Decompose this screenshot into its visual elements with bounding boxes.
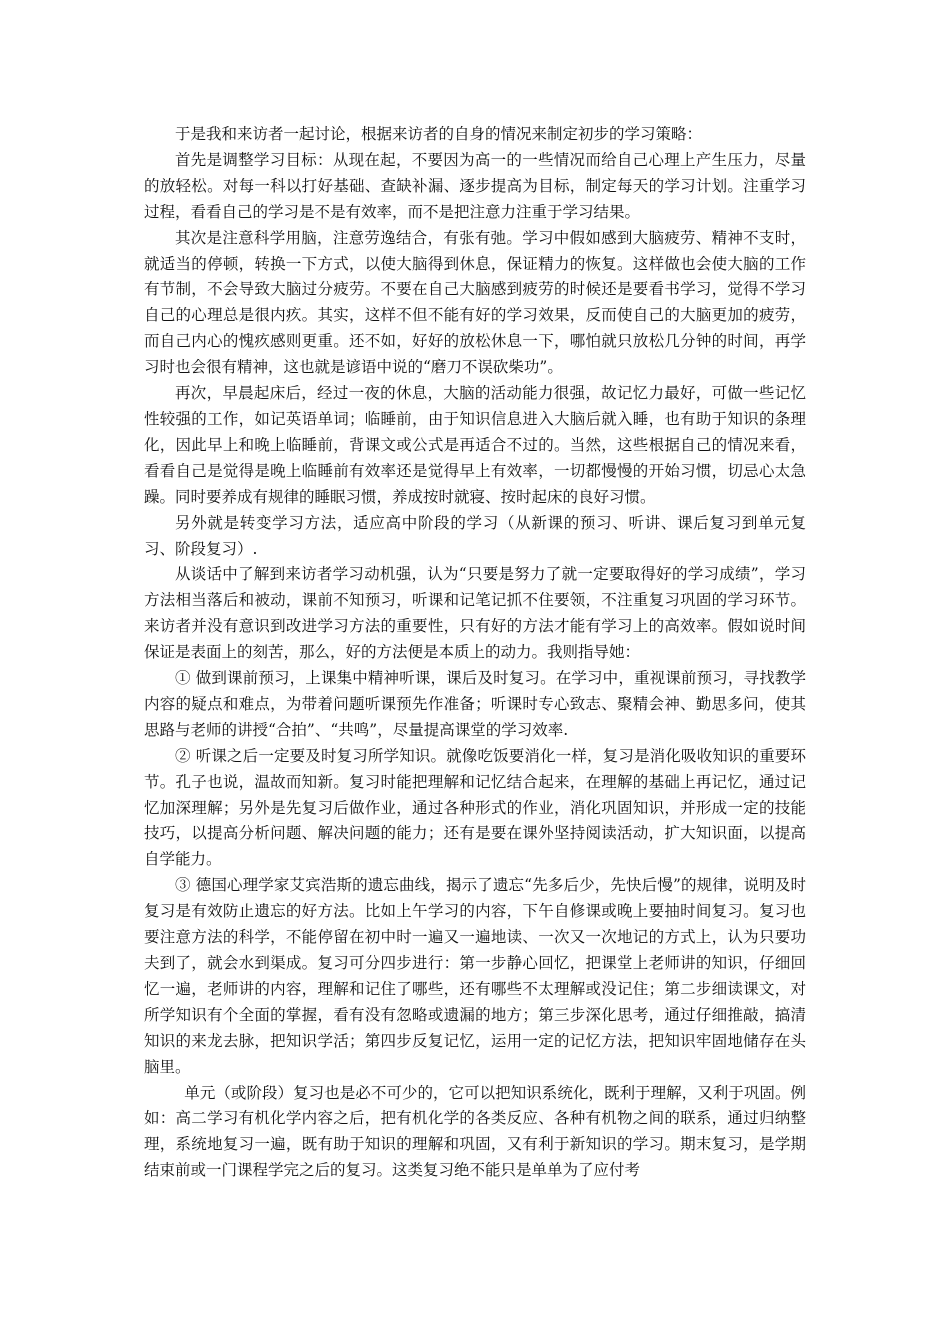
paragraph-item-review: ② 听课之后一定要及时复习所学知识。就像吃饭要消化一样，复习是消化吸收知识的重要环节。孔子也说，温故而知新。复习时能把理解和记忆结合起来，在理解的基础上再记忆，通过记忆加深理解；另外是先复习后做作业，通过各种形式的作业，消化巩固知识，并形成一定的技能技巧，以提高分析问题、解决问题的能力；还有是要在课外坚持阅读活动，扩大知识面，以提高自学能力。 — [144, 746, 806, 869]
paragraph-change-study-method: 另外就是转变学习方法，适应高中阶段的学习（从新课的预习、听讲、课后复习到单元复习、阶段复习）. — [144, 513, 806, 558]
paragraph-item-preview: ① 做到课前预习，上课集中精神听课，课后及时复习。在学习中，重视课前预习，寻找教学内容的疑点和难点，为带着问题听课预先作准备；听课时专心致志、聚精会神、勤思多问，使其思路与老师的讲授“合拍”、“共鸣”，尽量提高课堂的学习效率. — [144, 669, 806, 739]
paragraph-item-forgetting-curve: ③ 德国心理学家艾宾浩斯的遗忘曲线，揭示了遗忘“先多后少，先快后慢”的规律，说明及时复习是有效防止遗忘的好方法。比如上午学习的内容，下午自修课或晚上要抽时间复习。复习也要注意方法的科学，不能停留在初中时一遍又一遍地读、一次又一次地记的方式上，认为只要功夫到了，就会水到渠成。复习可分四步进行：第一步静心回忆，把课堂上老师讲的知识，仔细回忆一遍，老师讲的内容，理解和记住了哪些，还有哪些不太理解或没记住；第二步细读课文，对所学知识有个全面的掌握，看有没有忽略或遗漏的地方；第三步深化思考，通过仔细推敲，搞清知识的来龙去脉，把知识学活；第四步反复记忆，运用一定的记忆方法，把知识牢固地储存在头脑里。 — [144, 876, 806, 1076]
paragraph-adjust-goals: 首先是调整学习目标：从现在起，不要因为高一的一些情况而给自己心理上产生压力，尽量的放轻松。对每一科以打好基础、查缺补漏、逐步提高为目标，制定每天的学习计划。注重学习过程，看看自己的学习是不是有效率，而不是把注意力注重于学习结果。 — [144, 150, 806, 221]
paragraph-conversation-findings: 从谈话中了解到来访者学习动机强，认为“只要是努力了就一定要取得好的学习成绩”，学习方法相当落后和被动，课前不知预习，听课和记笔记抓不住要领，不注重复习巩固的学习环节。来访者并没有意识到改进学习方法的重要性，只有好的方法才能有学习上的高效率。假如说时间保证是表面上的刻苦，那么，好的方法便是本质上的动力。我则指导她： — [144, 565, 806, 662]
paragraph-morning-evening-memory: 再次，早晨起床后，经过一夜的休息，大脑的活动能力很强，故记忆力最好，可做一些记忆性较强的工作，如记英语单词；临睡前，由于知识信息进入大脑后就入睡，也有助于知识的条理化，因此早上和晚上临睡前，背课文或公式是再适合不过的。当然，这些根据自己的情况来看，看看自己是觉得是晚上临睡前有效率还是觉得早上有效率，一切都慢慢的开始习惯，切忌心太急躁。同时要养成有规律的睡眠习惯，养成按时就寝、按时起床的良好习惯。 — [144, 384, 806, 506]
paragraph-unit-review: 单元（或阶段）复习也是必不可少的，它可以把知识系统化，既利于理解，又利于巩固。例如：高二学习有机化学内容之后，把有机化学的各类反应、各种有机物之间的联系，通过归纳整理，系统地复习一遍，既有助于知识的理解和巩固，又有利于新知识的学习。期末复习，是学期结束前或一门课程学完之后的复习。这类复习绝不能只是单单为了应付考 — [144, 1083, 806, 1180]
paragraph-scientific-brain-use: 其次是注意科学用脑，注意劳逸结合，有张有弛。学习中假如感到大脑疲劳、精神不支时，就适当的停顿，转换一下方式，以使大脑得到休息，保证精力的恢复。这样做也会使大脑的工作有节制，不会导致大脑过分疲劳。不要在自己大脑感到疲劳的时候还是要看书学习，觉得不学习自己的心理总是很内疚。其实，这样不但不能有好的学习效果，反而使自己的大脑更加的疲劳，而自己内心的愧疚感则更重。还不如，好好的放松休息一下，哪怕就只放松几分钟的时间，再学习时也会很有精神，这也就是谚语中说的“磨刀不误砍柴功”。 — [144, 228, 806, 377]
paragraph-strategy-intro: 于是我和来访者一起讨论，根据来访者的自身的情况来制定初步的学习策略： — [175, 125, 703, 143]
document-body — [144, 122, 806, 1184]
